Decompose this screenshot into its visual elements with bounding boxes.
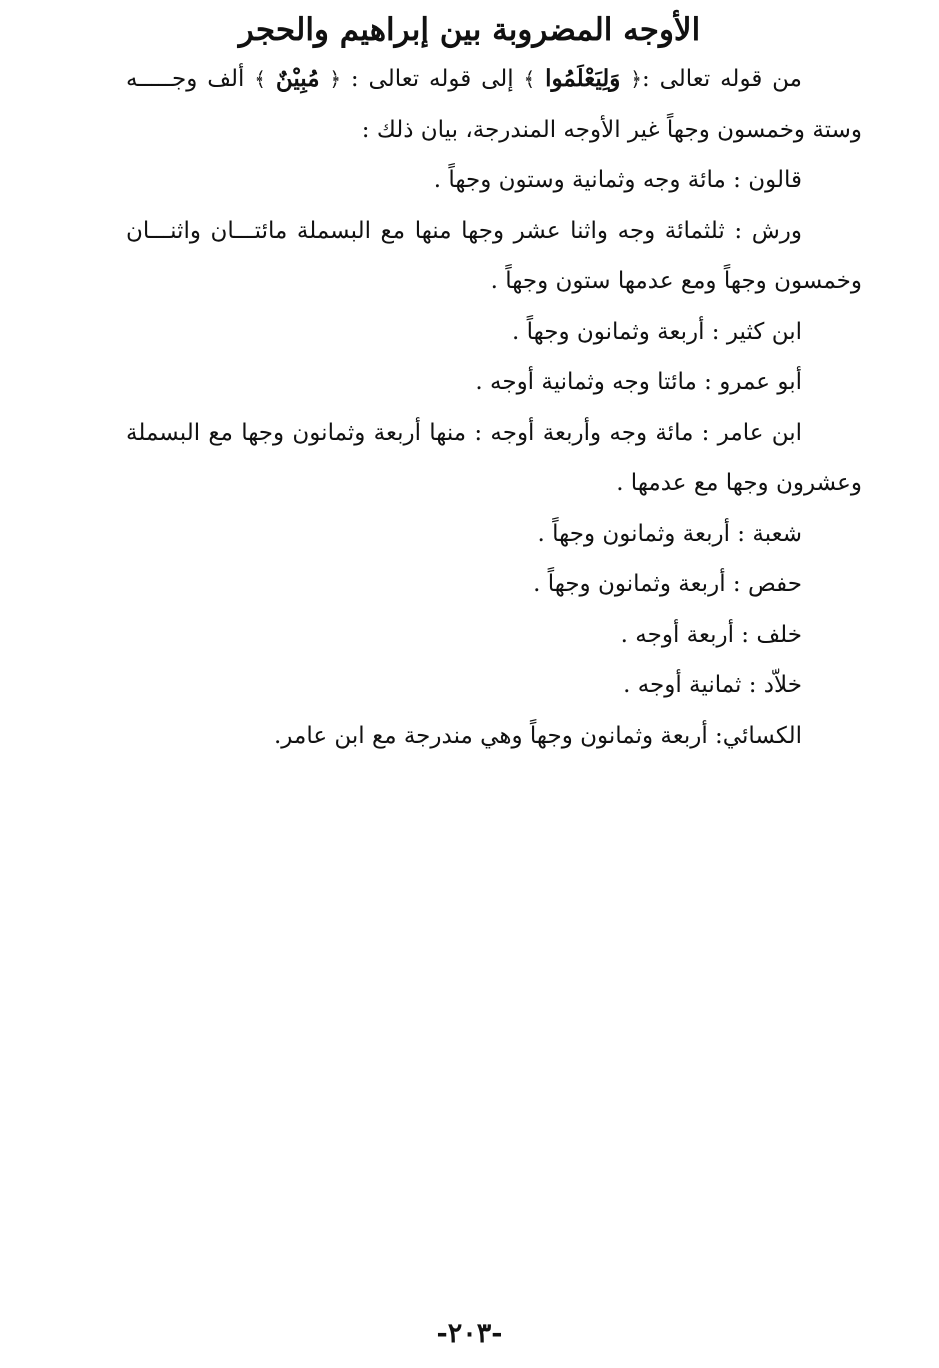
- intro-text-mid: إلى قوله تعالى :: [341, 66, 524, 92]
- reader-ibn-amir: ابن عامر : مائة وجه وأربعة أوجه : منها أربعة وثمانون وجها مع البسملة: [126, 419, 802, 446]
- reader-ibn-amir-continued: وعشرون وجها مع عدمها .: [616, 470, 862, 496]
- intro-text-end: ألف وجـــــه: [126, 66, 255, 92]
- reader-abu-amr: أبو عمرو : مائتا وجه وثمانية أوجه .: [475, 369, 802, 395]
- ornate-bracket-close-icon: ﴾: [523, 67, 536, 91]
- reader-qalun: قالون : مائة وجه وثمانية وستون وجهاً .: [433, 167, 802, 193]
- reader-ibn-kathir: ابن كثير : أربعة وثمانون وجهاً .: [512, 318, 802, 345]
- intro-line-1: [126, 54, 862, 105]
- reader-hafs: حفص : أربعة وثمانون وجهاً .: [533, 571, 802, 597]
- reader-kisai: الكسائي: أربعة وثمانون وجهاً وهي مندرجة مع ابن عامر.: [274, 722, 802, 749]
- ornate-bracket-open-icon: ﴿: [329, 67, 342, 91]
- quran-verse-2: مُبِيْنٌ: [275, 65, 320, 92]
- reader-warsh: ورش : ثلثمائة وجه واثنا عشر وجها منها مع البسملة مائتـــان واثنـــان: [126, 217, 802, 244]
- page-title: الأوجه المضروبة بين إبراهيم والحجر: [238, 12, 701, 48]
- reader-khallad: خلاّد : ثمانية أوجه .: [623, 672, 802, 698]
- ornate-bracket-open-icon: ﴿: [630, 67, 642, 91]
- reader-warsh-continued: وخمسون وجهاً ومع عدمها ستون وجهاً .: [490, 268, 862, 294]
- page-number: -٢٠٣-: [436, 1318, 503, 1349]
- quran-verse-1: وَلِيَعْلَمُوا: [545, 65, 621, 92]
- reader-khalaf: خلف : أربعة أوجه .: [620, 621, 802, 648]
- intro-text-start: من قوله تعالى :: [641, 66, 802, 92]
- intro-line-2: وستة وخمسون وجهاً غير الأوجه المندرجة، بيان ذلك :: [361, 116, 862, 143]
- reader-shuba: شعبة : أربعة وثمانون وجهاً .: [537, 520, 802, 547]
- main-text: [126, 54, 862, 761]
- ornate-bracket-close-icon: ﴾: [254, 67, 266, 91]
